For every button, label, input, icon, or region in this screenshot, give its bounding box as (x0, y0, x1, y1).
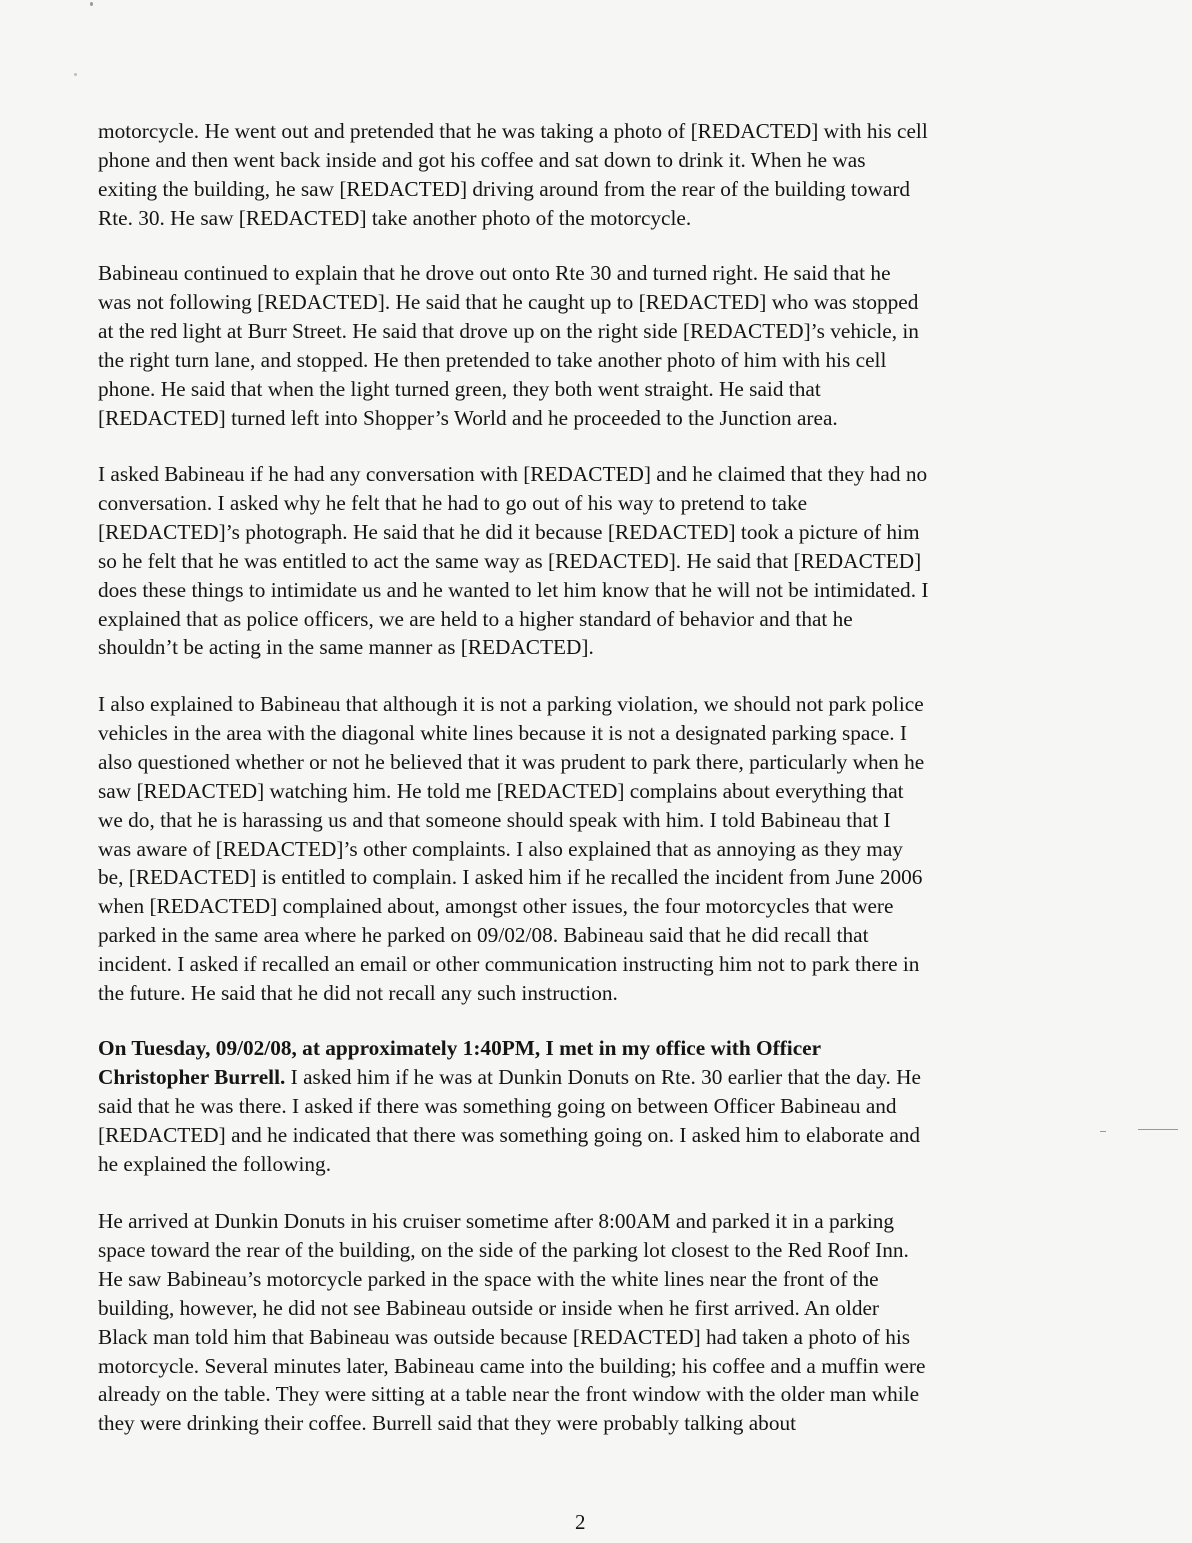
bold-heading-line: On Tuesday, 09/02/08, at approximately 1:40PM, I met in my office with Officer (98, 1036, 822, 1060)
text-line: [REDACTED]’s photograph. He said that he did it because [REDACTED] took a picture of him (98, 519, 920, 544)
text-line: [REDACTED] and he indicated that there was something going on. I asked him to elaborate and (98, 1122, 921, 1147)
text-line: Babineau continued to explain that he drove out onto Rte 30 and turned right. He said that he (98, 261, 891, 285)
text-line: phone and then went back inside and got his coffee and sat down to drink it. When he was (98, 147, 866, 172)
text-line: already on the table. They were sitting at a table near the front window with the older man while (98, 1382, 920, 1407)
text-line: the future. He said that he did not recall any such instruction. (98, 981, 618, 1006)
text-line: Black man told him that Babineau was outside because [REDACTED] had taken a photo of his (98, 1324, 911, 1349)
text-line: phone. He said that when the light turned green, they both went straight. He said that (98, 376, 821, 401)
scan-speck (74, 73, 77, 76)
text-line: was not following [REDACTED]. He said that he caught up to [REDACTED] who was stopped (98, 289, 919, 314)
text-line: He arrived at Dunkin Donuts in his cruiser sometime after 8:00AM and parked it in a parking (98, 1209, 895, 1233)
text-line: I also explained to Babineau that although it is not a parking violation, we should not park police (98, 692, 924, 716)
text-line: Rte. 30. He saw [REDACTED] take another photo of the motorcycle. (98, 205, 692, 230)
paragraph-3 (98, 460, 1083, 662)
text-line: explained that as police officers, we are held to a higher standard of behavior and that he (98, 606, 853, 631)
text-line: motorcycle. He went out and pretended that he was taking a photo of [REDACTED] with his cell (98, 119, 928, 143)
page-number: 2 (575, 1510, 586, 1534)
text-line: [REDACTED] turned left into Shopper’s World and he proceeded to the Junction area. (98, 405, 838, 430)
text-line: motorcycle. Several minutes later, Babineau came into the building; his coffee and a muffin were (98, 1353, 926, 1378)
scan-speck (90, 2, 93, 6)
text-line: space toward the rear of the building, on the side of the parking lot closest to the Red Roof Inn. (98, 1237, 909, 1262)
text-line (98, 1063, 1083, 1092)
text-line-rest: I asked him if he was at Dunkin Donuts on Rte. 30 earlier that the day. He (285, 1064, 921, 1089)
text-line: we do, that he is harassing us and that someone should speak with him. I told Babineau that I (98, 807, 891, 832)
text-line: parked in the same area where he parked on 09/02/08. Babineau said that he did recall that (98, 923, 869, 948)
text-line: exiting the building, he saw [REDACTED] driving around from the rear of the building toward (98, 176, 911, 201)
text-line: He saw Babineau’s motorcycle parked in the space with the white lines near the front of the (98, 1266, 879, 1291)
paragraph-1 (98, 117, 1083, 233)
scan-mark (1138, 1129, 1178, 1130)
text-line: building, however, he did not see Babineau outside or inside when he first arrived. An older (98, 1295, 880, 1320)
text-line: shouldn’t be acting in the same manner as [REDACTED]. (98, 635, 594, 660)
text-line: said that he was there. I asked if there was something going on between Officer Babineau and (98, 1093, 897, 1118)
paragraph-2 (98, 259, 1083, 432)
paragraph-5 (98, 1034, 1083, 1179)
text-line: at the red light at Burr Street. He said that drove up on the right side [REDACTED]’s vehicle, in (98, 318, 919, 343)
text-line: does these things to intimidate us and he wanted to let him know that he will not be intimidated. I (98, 577, 929, 602)
text-line: also questioned whether or not he believed that it was prudent to park there, particularly when he (98, 749, 925, 774)
text-line: incident. I asked if recalled an email or other communication instructing him not to park there in (98, 952, 920, 977)
text-line: he explained the following. (98, 1151, 332, 1176)
scan-mark (1100, 1131, 1106, 1132)
text-line: conversation. I asked why he felt that he had to go out of his way to pretend to take (98, 490, 808, 515)
text-line: vehicles in the area with the diagonal white lines because it is not a designated parking space. I (98, 720, 908, 745)
paragraph-6 (98, 1207, 1083, 1438)
text-line: saw [REDACTED] watching him. He told me [REDACTED] complains about everything that (98, 778, 904, 803)
text-line: they were drinking their coffee. Burrell said that they were probably talking about (98, 1411, 797, 1436)
paragraph-4 (98, 690, 1083, 1008)
bold-heading-name: Christopher Burrell. (98, 1064, 286, 1089)
text-line: so he felt that he was entitled to act the same way as [REDACTED]. He said that [REDACTED] (98, 548, 922, 573)
text-line: when [REDACTED] complained about, amongst other issues, the four motorcycles that were (98, 894, 894, 919)
text-line: the right turn lane, and stopped. He then pretended to take another photo of him with his cell (98, 347, 887, 372)
text-line: be, [REDACTED] is entitled to complain. I asked him if he recalled the incident from June 2006 (98, 865, 923, 890)
text-line: I asked Babineau if he had any conversation with [REDACTED] and he claimed that they had no (98, 462, 928, 486)
text-line: was aware of [REDACTED]’s other complaints. I also explained that as annoying as they may (98, 836, 903, 861)
